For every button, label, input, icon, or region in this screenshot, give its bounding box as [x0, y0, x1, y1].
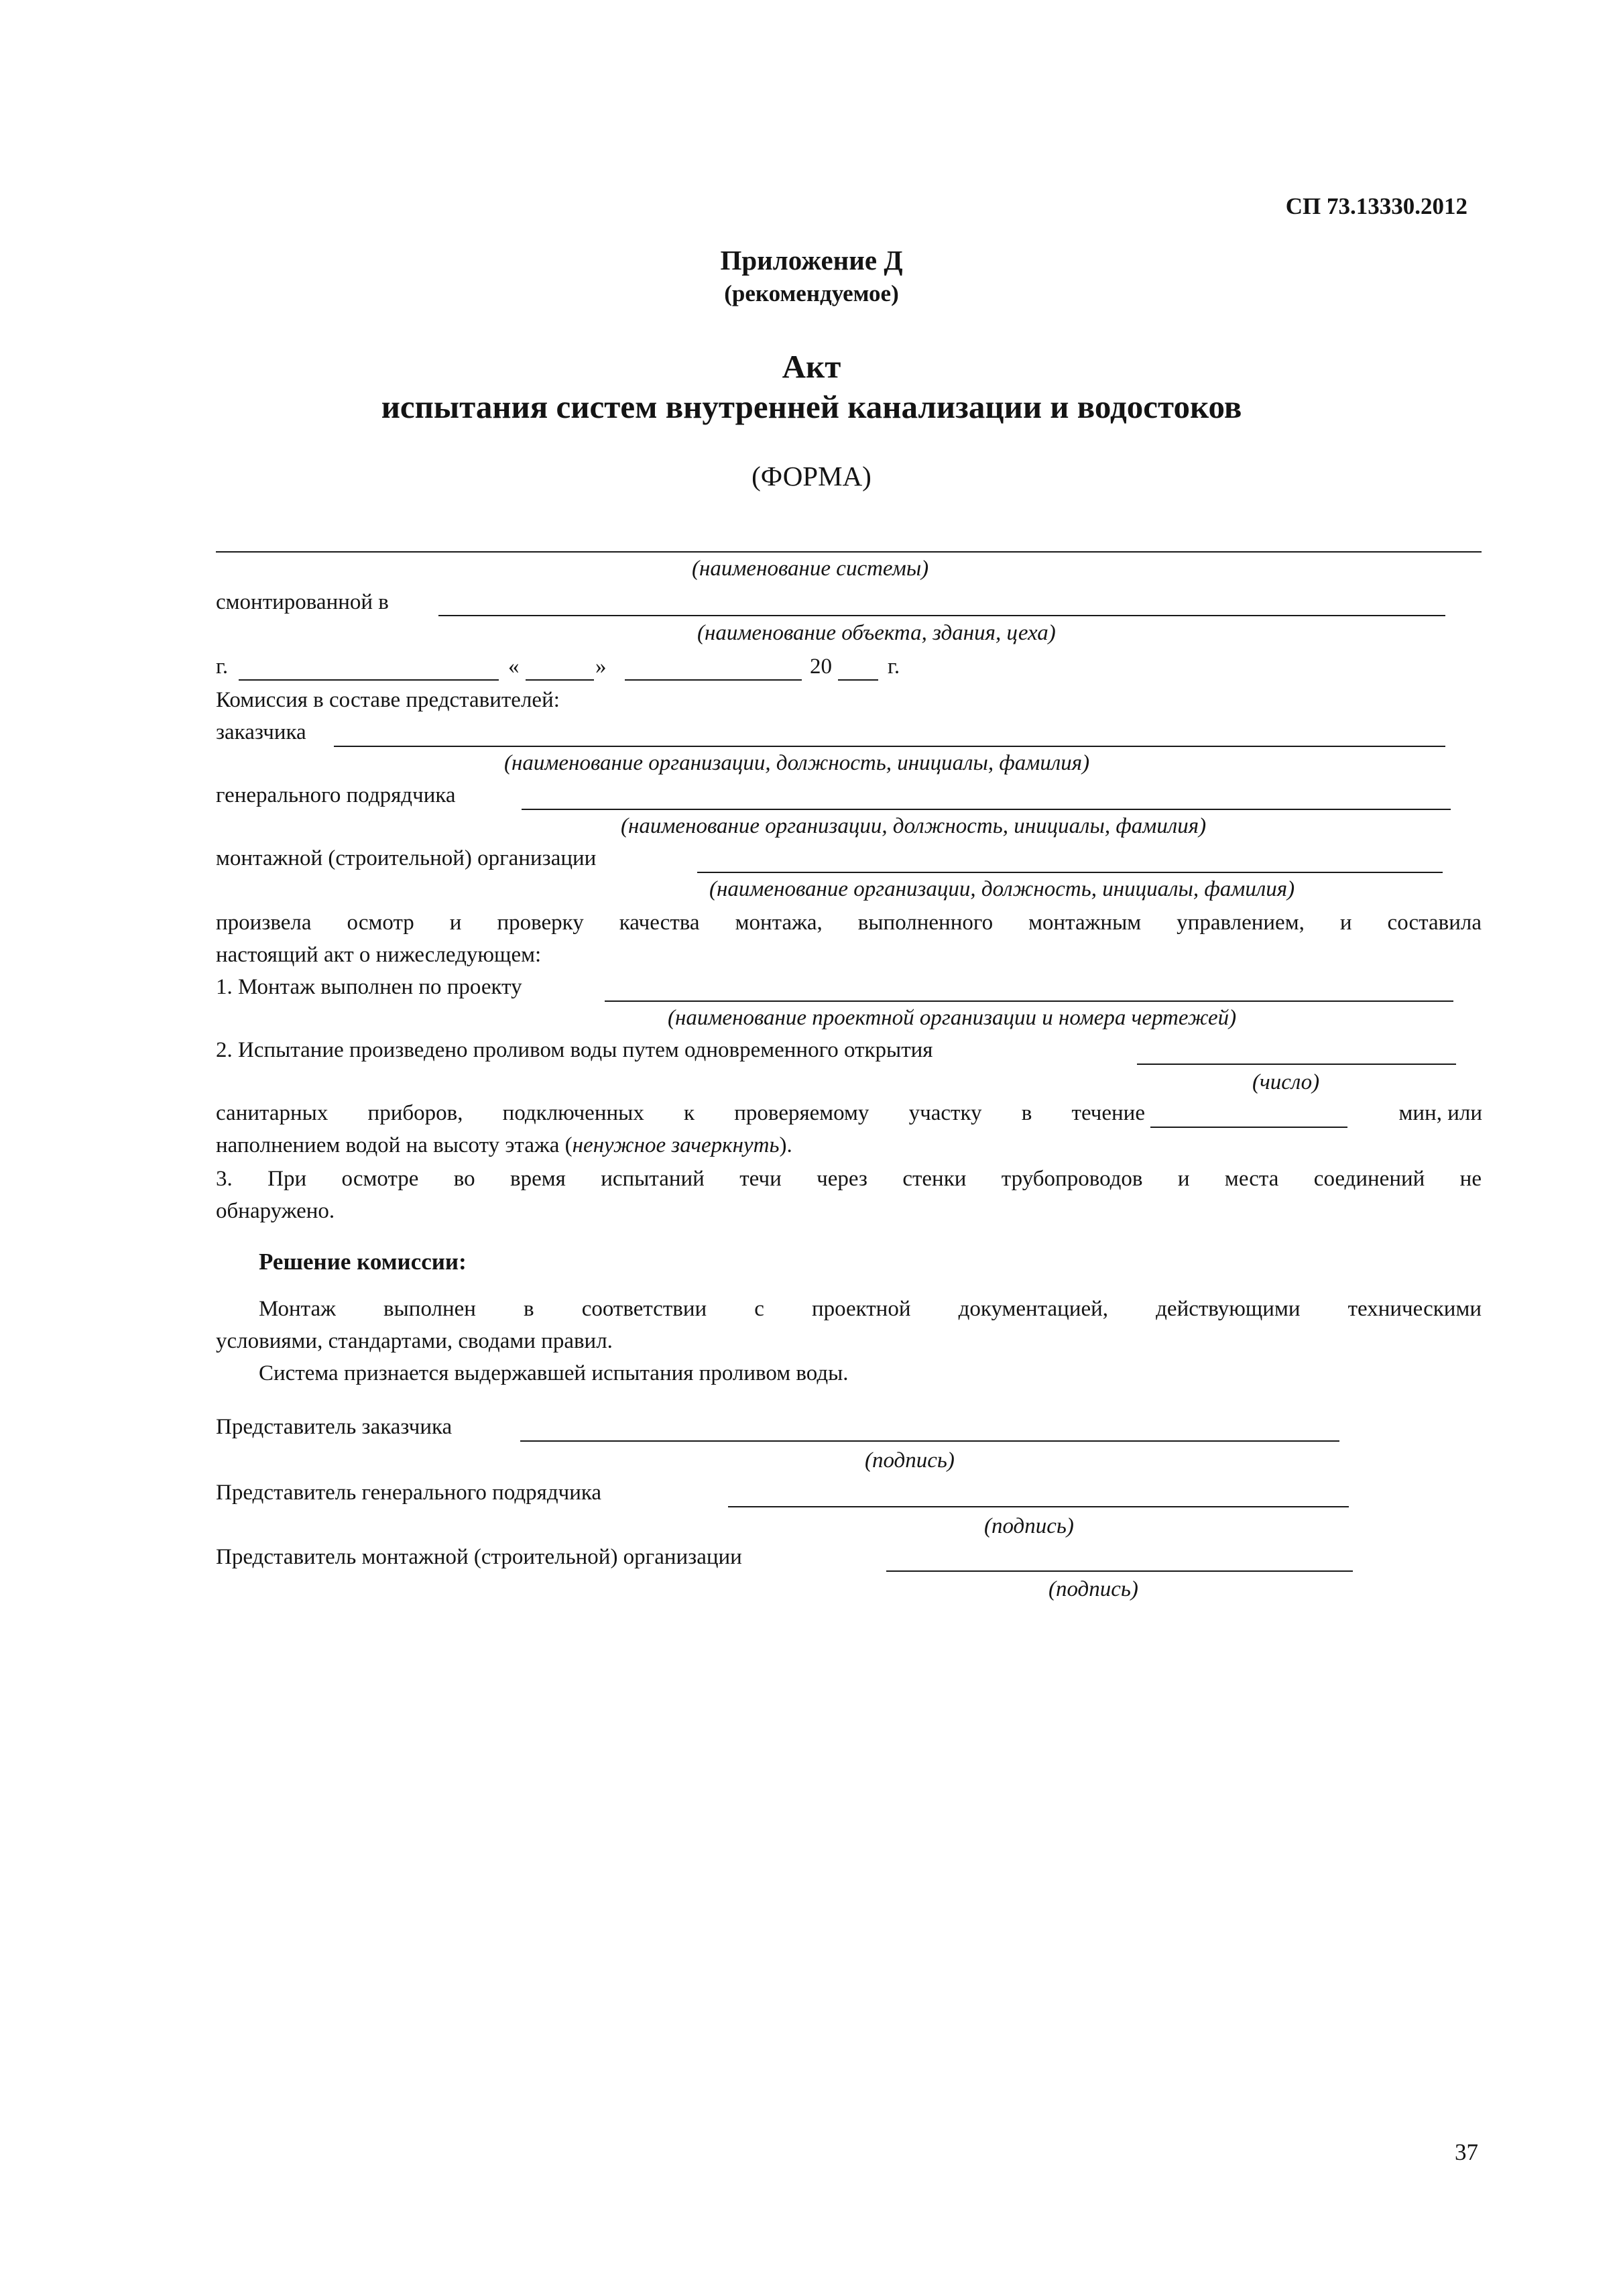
city-field[interactable]	[239, 679, 499, 681]
item2-continuation: санитарных приборов, подключенных к проверяемому участку в течение	[216, 1101, 1145, 1125]
installation-org-caption: (наименование организации, должность, инициалы, фамилия)	[709, 877, 1295, 901]
installer-signature-caption: (подпись)	[1048, 1577, 1138, 1601]
general-contractor-field[interactable]	[522, 809, 1451, 810]
duration-field[interactable]	[1150, 1127, 1347, 1128]
item2-line-3-end: ).	[779, 1133, 792, 1157]
commission-label: Комиссия в составе представителей:	[216, 688, 560, 712]
system-name-field[interactable]	[216, 551, 1482, 553]
day-field[interactable]	[526, 679, 594, 681]
number-caption: (число)	[1252, 1070, 1320, 1094]
decision-para-1-line-2: условиями, стандартами, сводами правил.	[216, 1329, 613, 1353]
item2-minutes: мин, или	[1398, 1101, 1482, 1125]
installation-org-label: монтажной (строительной) организации	[216, 846, 597, 870]
customer-field[interactable]	[334, 746, 1445, 747]
quote-open: «	[508, 654, 520, 679]
inspection-line-1: произвела осмотр и проверку качества монтажа, выполненного монтажным управлением, и составила	[216, 911, 1482, 935]
general-contractor-label: генерального подрядчика	[216, 783, 456, 807]
object-name-field[interactable]	[438, 615, 1445, 616]
act-title: Акт	[782, 348, 841, 385]
item1-label: 1. Монтаж выполнен по проекту	[216, 975, 522, 999]
contractor-signature-field[interactable]	[728, 1506, 1349, 1507]
decision-para-1-line-1: Монтаж выполнен в соответствии с проектной документацией, действующими техническими	[259, 1297, 1482, 1321]
city-prefix: г.	[216, 654, 229, 679]
document-code: СП 73.13330.2012	[1285, 193, 1467, 219]
project-caption: (наименование проектной организации и номера чертежей)	[668, 1006, 1237, 1030]
item3-line-1: 3. При осмотре во время испытаний течи через стенки трубопроводов и места соединений не	[216, 1167, 1482, 1191]
page-number: 37	[1455, 2139, 1478, 2165]
installer-rep-label: Представитель монтажной (строительной) организации	[216, 1545, 742, 1569]
appendix-subtitle: (рекомендуемое)	[724, 280, 899, 306]
system-name-caption: (наименование системы)	[692, 557, 929, 581]
customer-label: заказчика	[216, 720, 306, 744]
object-name-caption: (наименование объекта, здания, цеха)	[697, 621, 1056, 645]
contractor-signature-caption: (подпись)	[984, 1514, 1074, 1538]
form-label: (ФОРМА)	[752, 461, 871, 492]
customer-caption: (наименование организации, должность, инициалы, фамилия)	[504, 751, 1090, 775]
strike-unneeded-note: ненужное зачеркнуть	[572, 1133, 780, 1157]
decision-para-2: Система признается выдержавшей испытания проливом воды.	[259, 1361, 849, 1385]
month-field[interactable]	[625, 679, 802, 681]
customer-signature-field[interactable]	[520, 1440, 1339, 1442]
year-prefix: 20	[810, 654, 832, 679]
project-field[interactable]	[605, 1000, 1453, 1002]
mounted-in-label: смонтированной в	[216, 590, 389, 614]
contractor-rep-label: Представитель генерального подрядчика	[216, 1481, 602, 1505]
inspection-line-2: настоящий акт о нижеследующем:	[216, 943, 542, 967]
act-subject-title: испытания систем внутренней канализации и водостоков	[381, 388, 1242, 425]
item2-label: 2. Испытание произведено проливом воды путем одновременного открытия	[216, 1038, 933, 1062]
appendix-title: Приложение Д	[720, 245, 903, 276]
general-contractor-caption: (наименование организации, должность, инициалы, фамилия)	[621, 814, 1207, 838]
year-field[interactable]	[838, 679, 878, 681]
item3-line-2: обнаружено.	[216, 1199, 335, 1223]
installer-signature-field[interactable]	[886, 1570, 1353, 1572]
year-suffix: г.	[888, 654, 900, 679]
quote-close: »	[595, 654, 607, 679]
customer-rep-label: Представитель заказчика	[216, 1415, 453, 1439]
decision-heading: Решение комиссии:	[259, 1249, 467, 1275]
installation-org-field[interactable]	[697, 872, 1443, 873]
item2-line-3-text: наполнением водой на высоту этажа (	[216, 1133, 573, 1157]
customer-signature-caption: (подпись)	[865, 1448, 955, 1473]
fixtures-count-field[interactable]	[1137, 1064, 1456, 1065]
item2-line-3	[216, 1132, 792, 1159]
